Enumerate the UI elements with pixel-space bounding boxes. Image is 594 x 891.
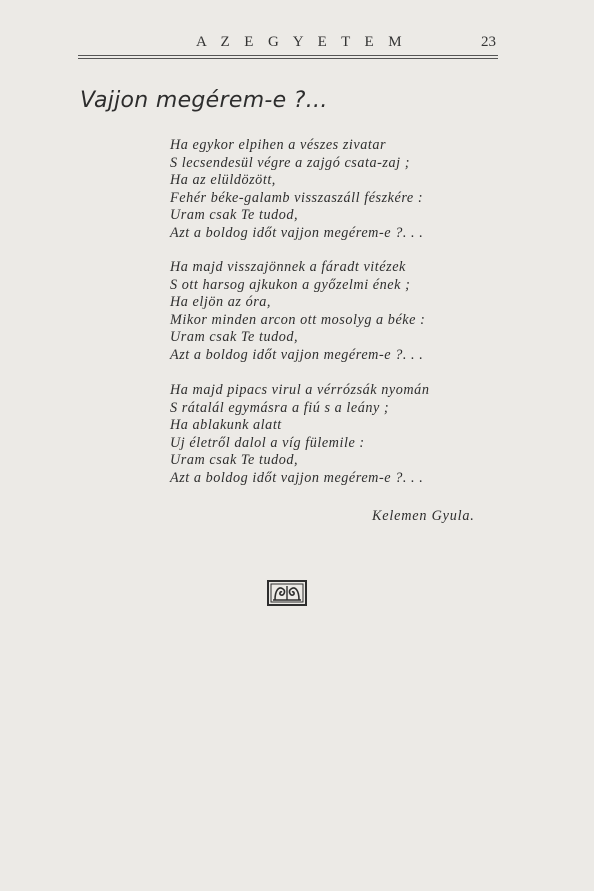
running-title: A Z E G Y E T E M	[196, 34, 407, 50]
stanza-2	[170, 259, 500, 365]
stanza-line: Azt a boldog időt vajjon megérem-e ?. . .	[170, 224, 424, 241]
stanza-line: S ott harsog ajkukon a győzelmi ének ;	[170, 276, 411, 293]
stanza-line: Ha egykor elpihen a vészes zivatar	[170, 137, 387, 153]
stanza-line: Fehér béke-galamb visszaszáll fészkére :	[170, 189, 424, 206]
stanza-line: S lecsendesül végre a zajgó csata-zaj ;	[170, 154, 410, 171]
poem-author: Kelemen Gyula.	[372, 508, 475, 524]
stanza-line: Azt a boldog időt vajjon megérem-e ?. . .	[170, 346, 424, 363]
header-rule-lower	[78, 58, 498, 59]
stanza-3	[170, 382, 500, 488]
stanza-line: Uram csak Te tudod,	[170, 452, 299, 469]
stanza-line: Ha az elüldözött,	[170, 172, 276, 189]
stanza-line: S rátalál egymásra a fiú s a leány ;	[170, 399, 390, 416]
decorative-vignette-icon	[267, 580, 307, 606]
stanza-line: Uram csak Te tudod,	[170, 329, 299, 346]
stanza-line: Ha majd pipacs virul a vérrózsák nyomán	[170, 382, 430, 398]
header-rule-upper	[78, 55, 498, 56]
stanza-line: Azt a boldog időt vajjon megérem-e ?. . .	[170, 469, 424, 486]
page-header	[78, 34, 498, 58]
stanza-1	[170, 137, 500, 243]
stanza-line: Ha eljön az óra,	[170, 294, 272, 311]
stanza-line: Ha ablakunk alatt	[170, 417, 282, 434]
stanza-line: Ha majd visszajönnek a fáradt vitézek	[170, 259, 406, 275]
page-number: 23	[481, 34, 496, 50]
poem-title: Vajjon megérem-e ?...	[80, 88, 328, 113]
stanza-line: Uram csak Te tudod,	[170, 207, 299, 224]
stanza-line: Uj életről dalol a víg fülemile :	[170, 434, 365, 451]
stanza-line: Mikor minden arcon ott mosolyg a béke :	[170, 311, 426, 328]
